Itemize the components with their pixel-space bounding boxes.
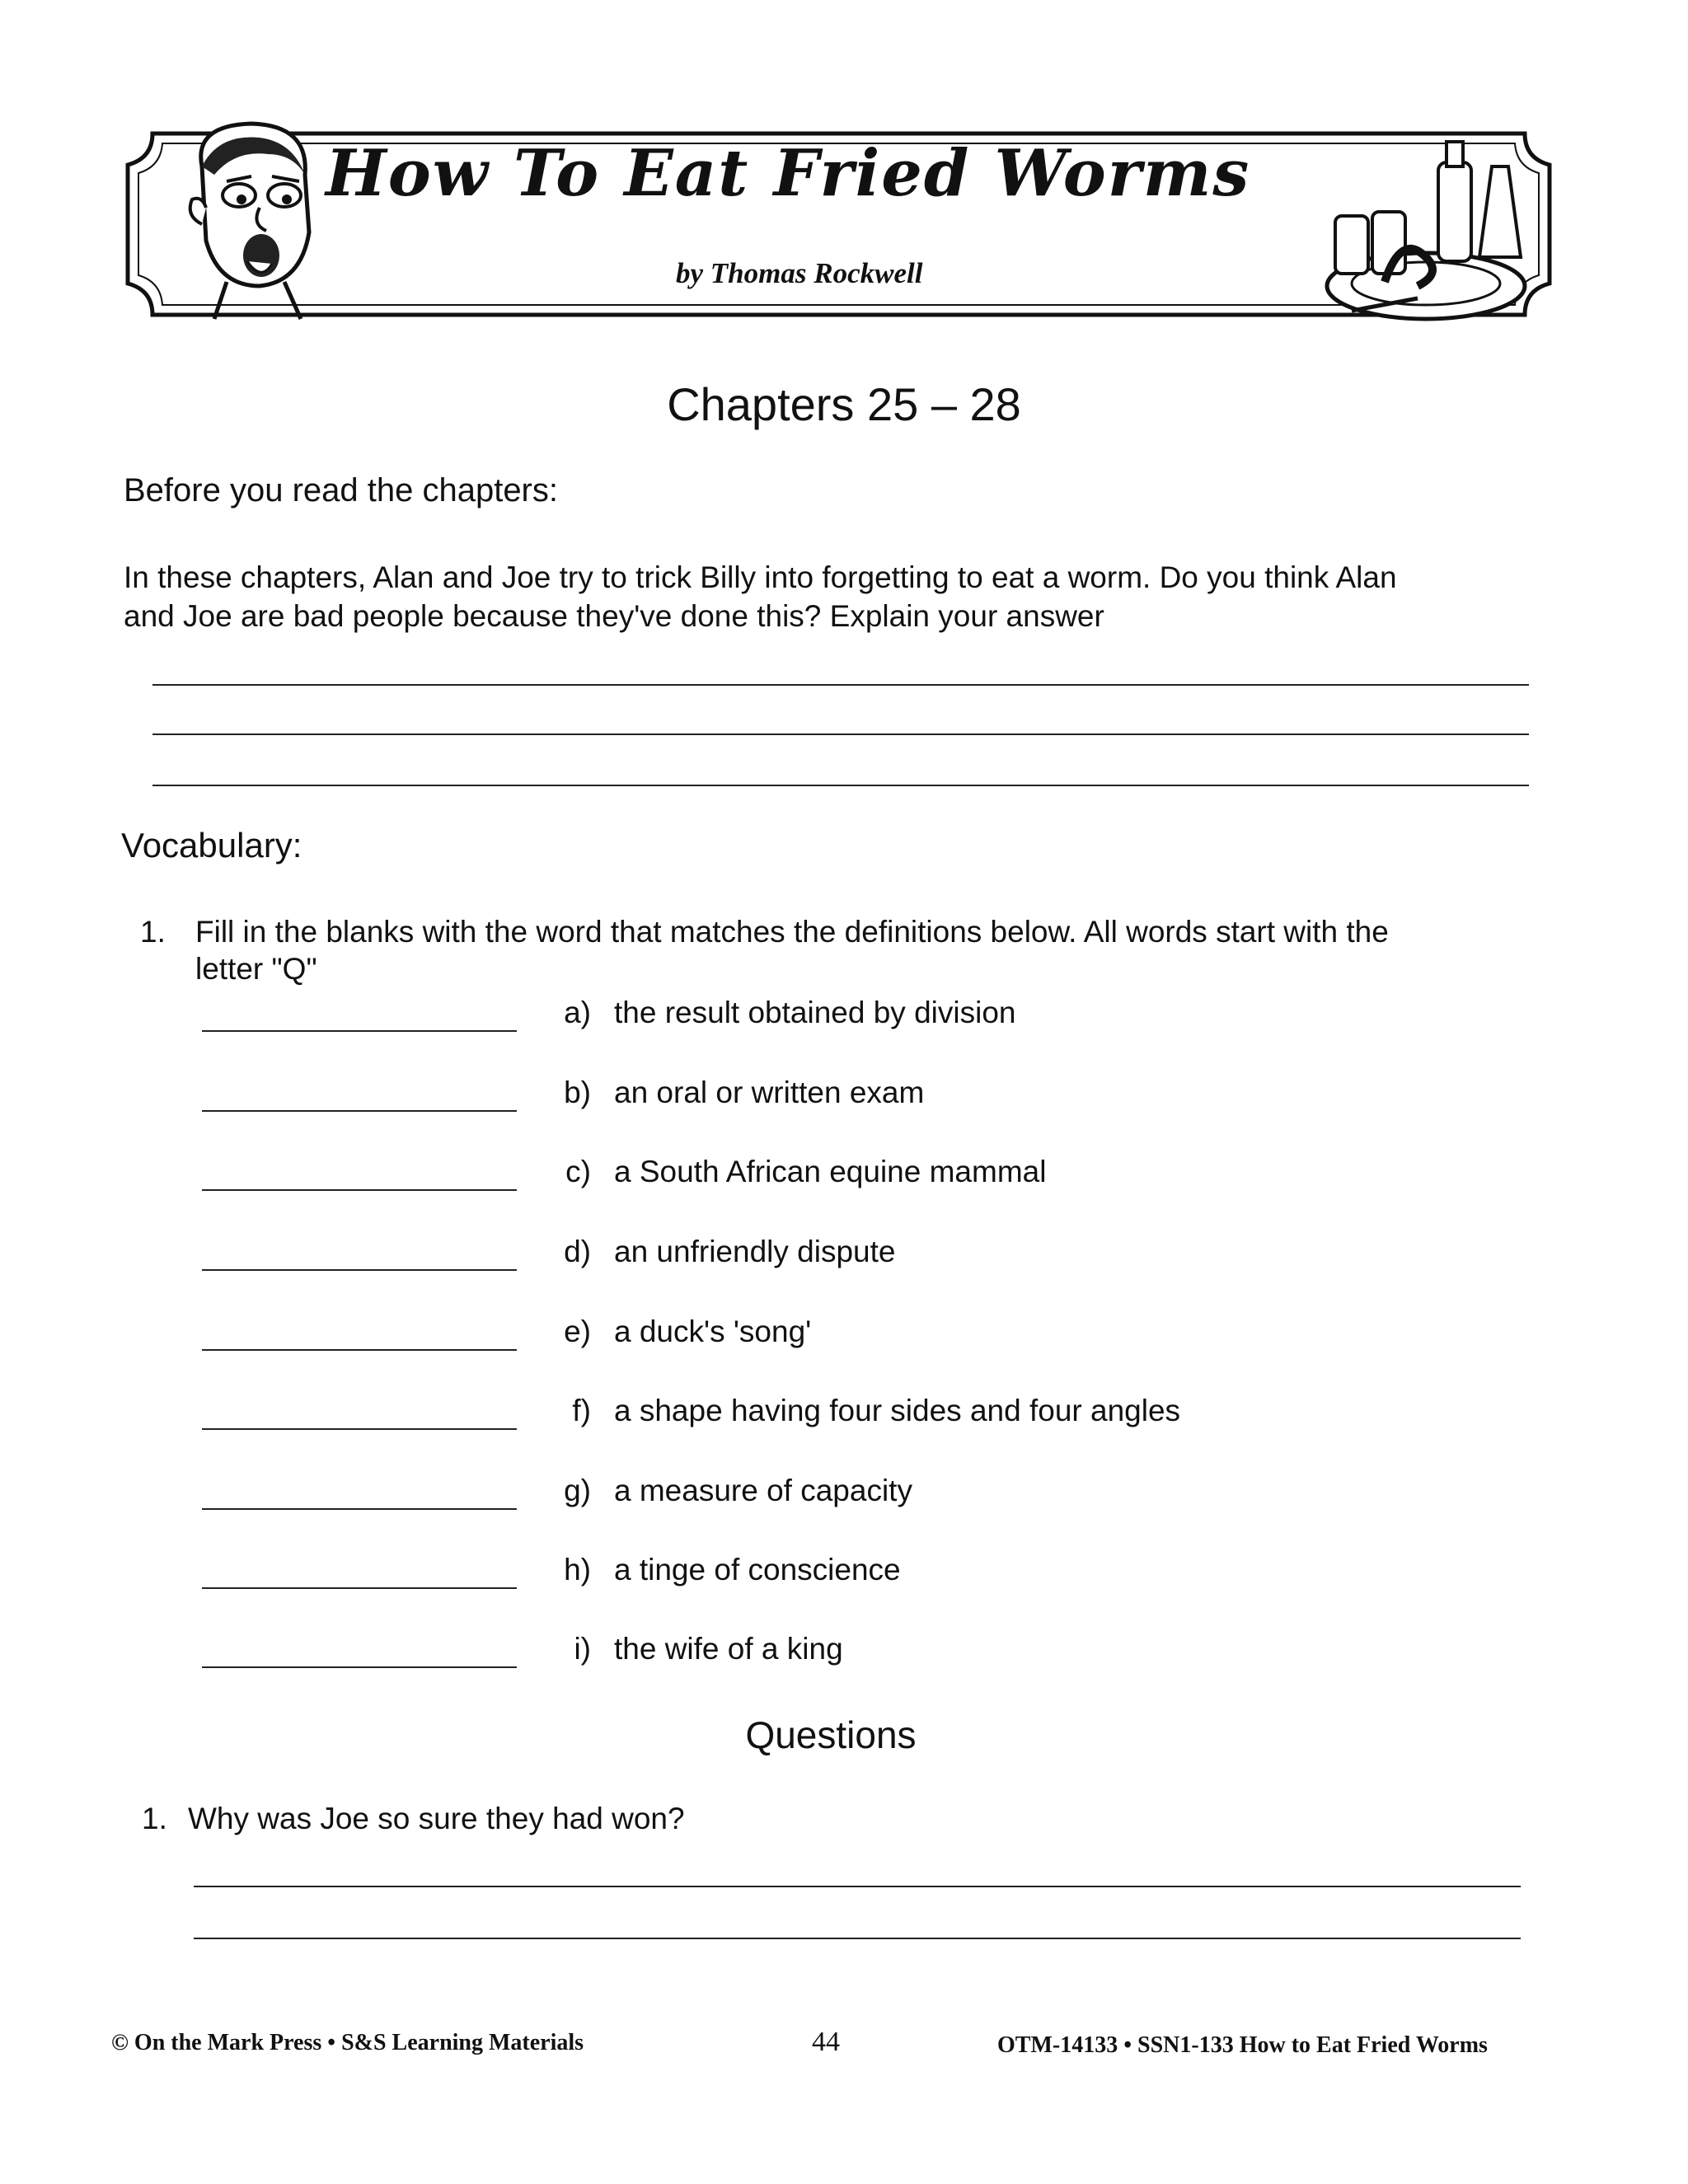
disgusted-face-icon <box>169 117 334 323</box>
before-reading-heading: Before you read the chapters: <box>124 472 558 509</box>
question-text: Why was Joe so sure they had won? <box>188 1802 685 1835</box>
answer-line[interactable] <box>152 684 1529 686</box>
vocabulary-blank[interactable] <box>202 1189 517 1191</box>
vocabulary-row <box>0 989 1688 1038</box>
footer-product-code: OTM-14133 • SSN1-133 How to Eat Fried Worms <box>997 2032 1488 2058</box>
book-title: How To Eat Fried Worms <box>326 136 1251 211</box>
vocabulary-letter: h) <box>564 1553 591 1586</box>
vocabulary-definition: the result obtained by division <box>614 996 1016 1029</box>
vocabulary-blank[interactable] <box>202 1349 517 1351</box>
vocabulary-blank[interactable] <box>202 1587 517 1589</box>
vocabulary-row <box>0 1069 1688 1118</box>
book-author: by Thomas Rockwell <box>676 257 923 289</box>
vocabulary-definition: a tinge of conscience <box>614 1553 901 1586</box>
vocabulary-definition: a South African equine mammal <box>614 1155 1047 1188</box>
vocabulary-definition: a duck's 'song' <box>614 1315 812 1348</box>
vocabulary-definition: a measure of capacity <box>614 1474 912 1507</box>
vocabulary-row <box>0 1546 1688 1596</box>
vocabulary-letter: i) <box>574 1632 591 1666</box>
questions-heading: Questions <box>745 1713 917 1756</box>
vocabulary-item-number: 1. <box>140 915 166 949</box>
before-reading-prompt-line2: and Joe are bad people because they've done this? Explain your answer <box>124 599 1104 633</box>
vocabulary-heading: Vocabulary: <box>121 826 302 865</box>
page-number: 44 <box>812 2027 840 2057</box>
vocabulary-blank[interactable] <box>202 1269 517 1271</box>
vocabulary-letter: g) <box>564 1474 591 1507</box>
vocabulary-row <box>0 1148 1688 1197</box>
vocabulary-blank[interactable] <box>202 1030 517 1032</box>
vocabulary-blank[interactable] <box>202 1666 517 1668</box>
vocabulary-blank[interactable] <box>202 1508 517 1510</box>
answer-line[interactable] <box>152 733 1529 735</box>
footer-copyright: © On the Mark Press • S&S Learning Materials <box>111 2030 584 2055</box>
vocabulary-instruction-line1: Fill in the blanks with the word that matches the definitions below. All words start with the <box>195 915 1389 949</box>
vocabulary-letter: f) <box>572 1394 591 1427</box>
question-number: 1. <box>142 1802 167 1835</box>
vocabulary-letter: e) <box>564 1315 591 1348</box>
vocabulary-row <box>0 1387 1688 1436</box>
vocabulary-definition: the wife of a king <box>614 1632 843 1666</box>
vocabulary-row <box>0 1625 1688 1675</box>
vocabulary-letter: d) <box>564 1235 591 1268</box>
vocabulary-row <box>0 1308 1688 1357</box>
vocabulary-definition: a shape having four sides and four angles <box>614 1394 1181 1427</box>
vocabulary-blank[interactable] <box>202 1428 517 1430</box>
vocabulary-row <box>0 1228 1688 1277</box>
answer-line[interactable] <box>194 1938 1521 1939</box>
answer-line[interactable] <box>194 1886 1521 1887</box>
vocabulary-letter: c) <box>565 1155 591 1188</box>
answer-line[interactable] <box>152 785 1529 786</box>
before-reading-prompt-line1: In these chapters, Alan and Joe try to trick Billy into forgetting to eat a worm. Do you think Alan <box>124 560 1397 594</box>
vocabulary-instruction-line2: letter "Q" <box>195 952 317 986</box>
vocabulary-letter: a) <box>564 996 591 1029</box>
vocabulary-definition: an unfriendly dispute <box>614 1235 896 1268</box>
vocabulary-definition: an oral or written exam <box>614 1076 925 1109</box>
vocabulary-blank[interactable] <box>202 1110 517 1112</box>
vocabulary-row <box>0 1467 1688 1516</box>
vocabulary-letter: b) <box>564 1076 591 1109</box>
chapters-heading: Chapters 25 – 28 <box>667 378 1021 430</box>
